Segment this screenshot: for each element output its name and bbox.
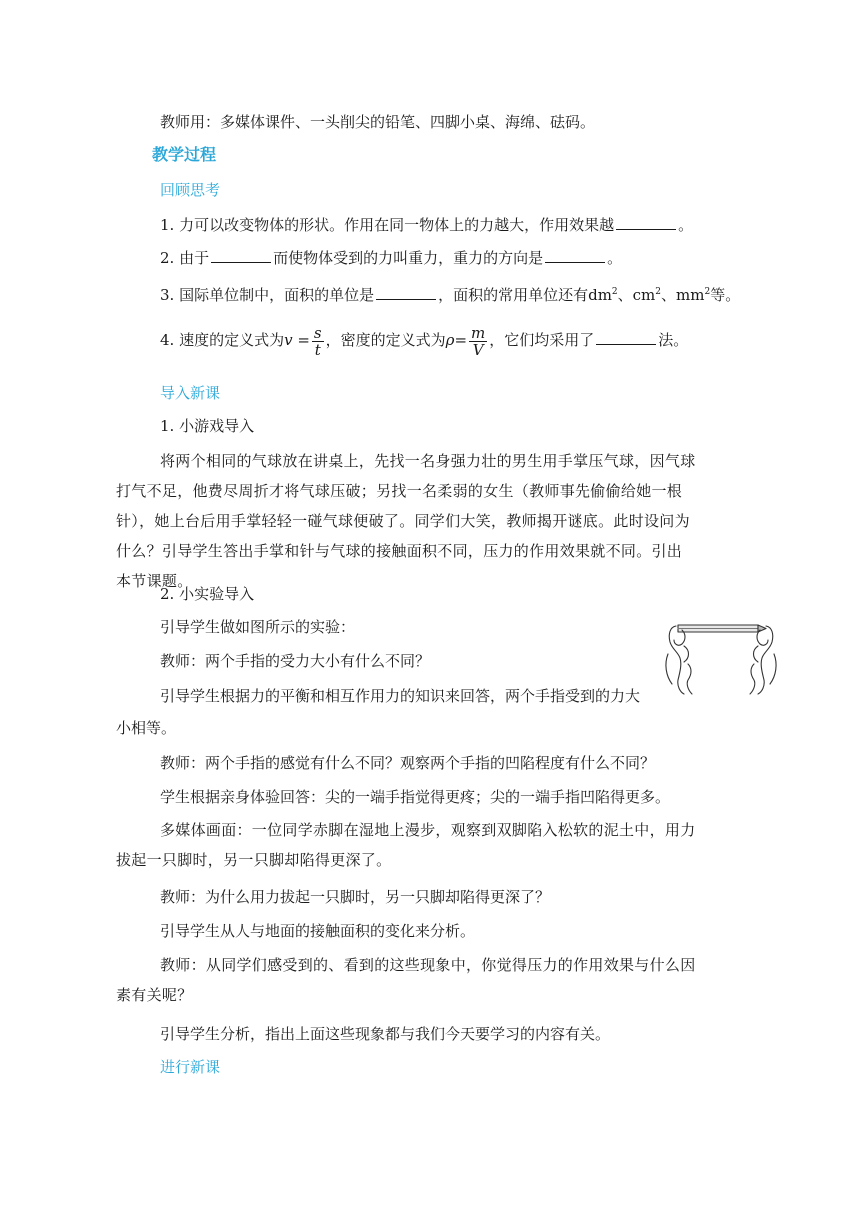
subsection-title-intro: 导入新课: [160, 384, 221, 402]
answer-blank[interactable]: [616, 215, 676, 230]
pencil-between-fingers-illustration: [662, 614, 778, 696]
subsection-title-new-lesson: 进行新课: [160, 1058, 221, 1076]
density-fraction: $\frac{m}{V}$: [471, 323, 486, 359]
review-question-1: 1. 力可以改变物体的形状。作用在同一物体上的力越大，作用效果越 。: [160, 216, 694, 234]
review-question-3: 3. 国际单位制中，面积的单位是 ，面积的常用单位还有$dm^2$、$cm^2$、$mm^2$等。: [160, 286, 741, 304]
answer-blank[interactable]: [376, 285, 436, 300]
teacher-question-1: 教师：两个手指的受力大小有什么不同？: [160, 652, 431, 670]
student-answer-4: 引导学生分析，指出上面这些现象都与我们今天要学习的内容有关。: [160, 1025, 611, 1043]
teacher-question-2: 教师：两个手指的感觉有什么不同？观察两个手指的凹陷程度有什么不同？: [160, 754, 656, 772]
intro-experiment-title: 2. 小实验导入: [160, 585, 255, 603]
student-answer-2: 学生根据亲身体验回答：尖的一端手指觉得更疼；尖的一端手指凹陷得更多。: [160, 788, 671, 806]
review-question-2: 2. 由于 而使物体受到的力叫重力，重力的方向是 。: [160, 249, 623, 267]
answer-blank[interactable]: [596, 330, 656, 345]
student-answer-1-line2: 小相等。: [116, 719, 177, 737]
teacher-materials: 教师用：多媒体课件、一头削尖的铅笔、四脚小桌、海绵、砝码。: [160, 113, 596, 131]
student-answer-1-line1: 引导学生根据力的平衡和相互作用力的知识来回答，两个手指受到的力大: [160, 687, 641, 705]
experiment-guide: 引导学生做如图所示的实验：: [160, 618, 356, 636]
subsection-title-review: 回顾思考: [160, 181, 221, 199]
teacher-question-3: 教师：为什么用力拔起一只脚时，另一只脚却陷得更深了？: [160, 888, 551, 906]
velocity-fraction: $\frac{s}{t}$: [313, 323, 322, 359]
teacher-question-4: 教师：从同学们感受到的、看到的这些现象中，你觉得压力的作用效果与什么因素有关呢？: [116, 956, 696, 1004]
answer-blank[interactable]: [545, 248, 605, 263]
multimedia-paragraph: 多媒体画面：一位同学赤脚在湿地上漫步，观察到双脚陷入松软的泥土中，用力拔起一只脚时，另一只脚却陷得更深了。: [116, 821, 696, 869]
section-title-process: 教学过程: [152, 145, 217, 164]
review-question-4: 4. 速度的定义式为v = $\frac{s}{t}$ ，密度的定义式为ρ= $\frac{m}{V}$ ，它们均采用了 法。: [160, 323, 689, 359]
intro-game-paragraph: 将两个相同的气球放在讲桌上，先找一名身强力壮的男生用手掌压气球，因气球打气不足，他费尽周折才将气球压破；另找一名柔弱的女生（教师事先偷偷给她一根针），她上台后用手掌轻轻一碰气球便破了。同学们大笑，教师揭开谜底。此时设问为什么？引导学生答出手掌和针与气球的接触面积不同，压力的作用效果就不同。引出本节课题。: [116, 452, 696, 590]
student-answer-3: 引导学生从人与地面的接触面积的变化来分析。: [160, 922, 476, 940]
intro-game-title: 1. 小游戏导入: [160, 417, 255, 435]
answer-blank[interactable]: [211, 248, 271, 263]
